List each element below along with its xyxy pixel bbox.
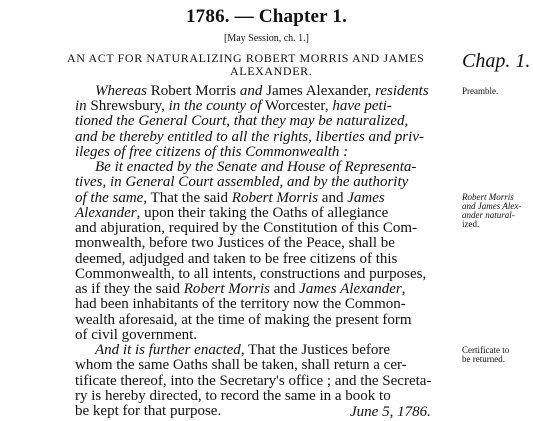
text-line: Be it enacted by the Senate and House of Representa- [95, 159, 417, 176]
text-line: tioned the General Court, that they may be naturalized, [75, 113, 409, 130]
text-line: of the same, That the said Robert Morris and James [75, 189, 385, 206]
text-line: ileges of free citizens of this Commonwealth : [75, 143, 349, 160]
text-line: Alexander, upon their taking the Oaths of allegiance [75, 204, 389, 221]
text-line: And it is further enacted, That the Justices before [95, 342, 391, 359]
act-title-line-2: ALEXANDER. [230, 64, 313, 78]
text-line: monwealth, before two Justices of the Peace, shall be [75, 235, 395, 252]
chapter-heading: 1786. — Chapter 1. [185, 6, 348, 27]
text-line: in Shrewsbury, in the county of Worcester, have peti- [75, 98, 392, 115]
margin-note-certificate-2: be returned. [462, 354, 505, 365]
margin-note-naturalized-4: ized. [462, 218, 480, 229]
text-line: Commonwealth, to all intents, constructions and purposes, [75, 265, 427, 282]
text-line: and be thereby entitled to all the rights, liberties and priv- [75, 128, 424, 145]
margin-note-naturalized-2: and James Alex- [462, 200, 522, 211]
text-line: tificate thereof, into the Secretary's office ; and the Secreta- [75, 372, 432, 389]
text-line: had been inhabitants of the territory now the Common- [75, 296, 406, 313]
text-line: wealth aforesaid, at the time of making the present form [75, 311, 412, 328]
text-line: of civil government. [75, 326, 198, 343]
enactment-date: June 5, 1786. [350, 404, 431, 420]
margin-note-naturalized-1: Robert Morris [462, 191, 514, 202]
text-line: Whereas Robert Morris and James Alexander, residents [95, 83, 429, 99]
text-line: as if they the said Robert Morris and James Alexander, [75, 281, 406, 298]
act-title-text: AN ACT FOR NATURALIZING ROBERT MORRIS AND JAMES [67, 51, 425, 65]
text-line: and abjuration, required by the Constitution of this Com- [75, 220, 418, 237]
margin-note-certificate-1: Certificate to [462, 345, 510, 356]
chapter-marker: Chap. 1. [462, 50, 531, 72]
margin-note-naturalized-3: ander natural- [462, 209, 515, 220]
text-line: deemed, adjudged and taken to be free citizens of this [75, 250, 398, 267]
margin-note-preamble: Preamble. [462, 86, 499, 96]
text-line: be kept for that purpose. [75, 403, 222, 419]
session-note: [May Session, ch. 1.] [224, 33, 309, 44]
text-line: whom the same Oaths shall be taken, shall return a cer- [75, 357, 407, 374]
text-line: ry is hereby directed, to record the same in a book to [75, 387, 391, 404]
text-line: tives, in General Court assembled, and by the authority [75, 174, 409, 191]
